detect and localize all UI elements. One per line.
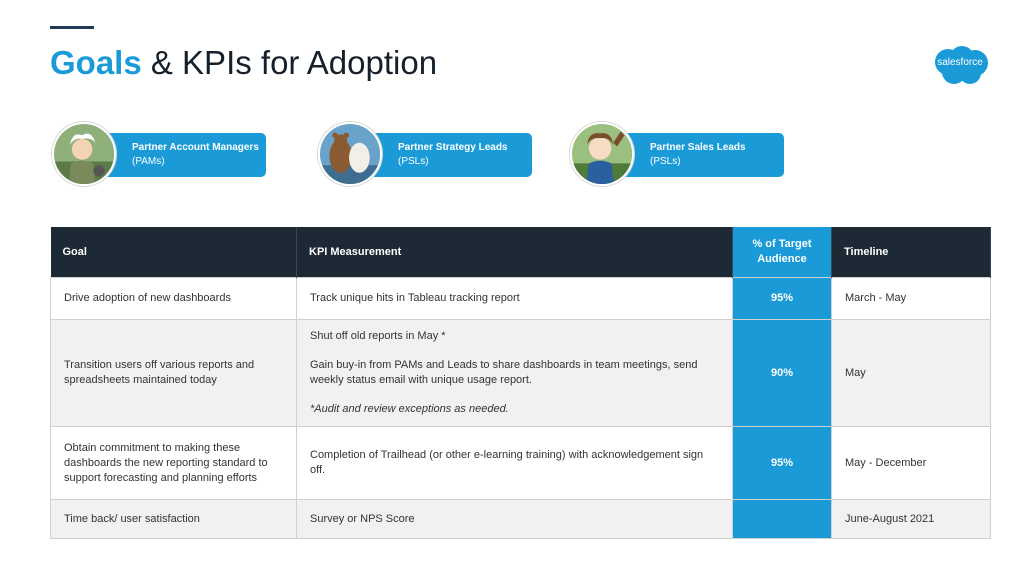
kpi-note: *Audit and review exceptions as needed. (310, 403, 509, 415)
timeline-cell: May (832, 320, 991, 427)
kpi-text: Survey or NPS Score (310, 512, 415, 525)
header-pct-line2: Audience (757, 253, 807, 265)
kpi-cell (297, 278, 733, 320)
page-title (50, 42, 437, 84)
title-rest: & KPIs for Adoption (141, 44, 438, 81)
persona-pill (618, 133, 784, 177)
timeline-cell: March - May (832, 278, 991, 320)
kpi-cell (297, 500, 733, 539)
header-pct (733, 227, 832, 278)
header-pct-line1: % of Target (752, 238, 812, 250)
timeline-cell: June-August 2021 (832, 500, 991, 539)
kpi-text: Track unique hits in Tableau tracking report (310, 292, 520, 304)
pct-cell: 95% (733, 278, 832, 320)
persona-abbr: (PSLs) (398, 156, 429, 167)
table-row (51, 427, 991, 500)
table-header-row (51, 227, 991, 278)
goal-cell: Drive adoption of new dashboards (51, 278, 297, 320)
bear-avatar-icon (318, 122, 382, 186)
goal-cell: Obtain commitment to making these dashboards the new reporting standard to support forecasting and planning efforts (51, 427, 297, 500)
title-accent-bar (50, 26, 94, 29)
logo-text: salesforce (937, 57, 983, 68)
persona-name: Partner Sales Leads (650, 142, 746, 153)
einstein-avatar-icon (52, 122, 116, 186)
pct-cell: 90% (733, 320, 832, 427)
salesforce-logo (930, 44, 990, 86)
kpi-cell (297, 427, 733, 500)
table-row (51, 278, 991, 320)
header-timeline: Timeline (832, 227, 991, 278)
persona-pill (100, 133, 266, 177)
goal-cell: Time back/ user satisfaction (51, 500, 297, 539)
title-highlight: Goals (50, 44, 142, 81)
timeline-cell: May - December (832, 427, 991, 500)
persona-pill (366, 133, 532, 177)
table-row (51, 500, 991, 539)
kpi-cell (297, 320, 733, 427)
persona-abbr: (PSLs) (650, 156, 681, 167)
astro-avatar-icon (570, 122, 634, 186)
kpi-text: Shut off old reports in May * (310, 330, 446, 342)
persona-name: Partner Account Managers (132, 142, 259, 153)
kpi-table (50, 227, 991, 539)
kpi-text: Completion of Trailhead (or other e-learning training) with acknowledgement sign off. (310, 449, 704, 476)
persona-abbr: (PAMs) (132, 156, 165, 167)
pct-cell (733, 500, 832, 539)
persona-name: Partner Strategy Leads (398, 142, 508, 153)
pct-cell: 95% (733, 427, 832, 500)
goal-cell: Transition users off various reports and spreadsheets maintained today (51, 320, 297, 427)
kpi-text: Gain buy-in from PAMs and Leads to share dashboards in team meetings, send weekly status email with unique usage report. (310, 359, 698, 386)
header-goal: Goal (51, 227, 297, 278)
header-kpi: KPI Measurement (297, 227, 733, 278)
table-row (51, 320, 991, 427)
